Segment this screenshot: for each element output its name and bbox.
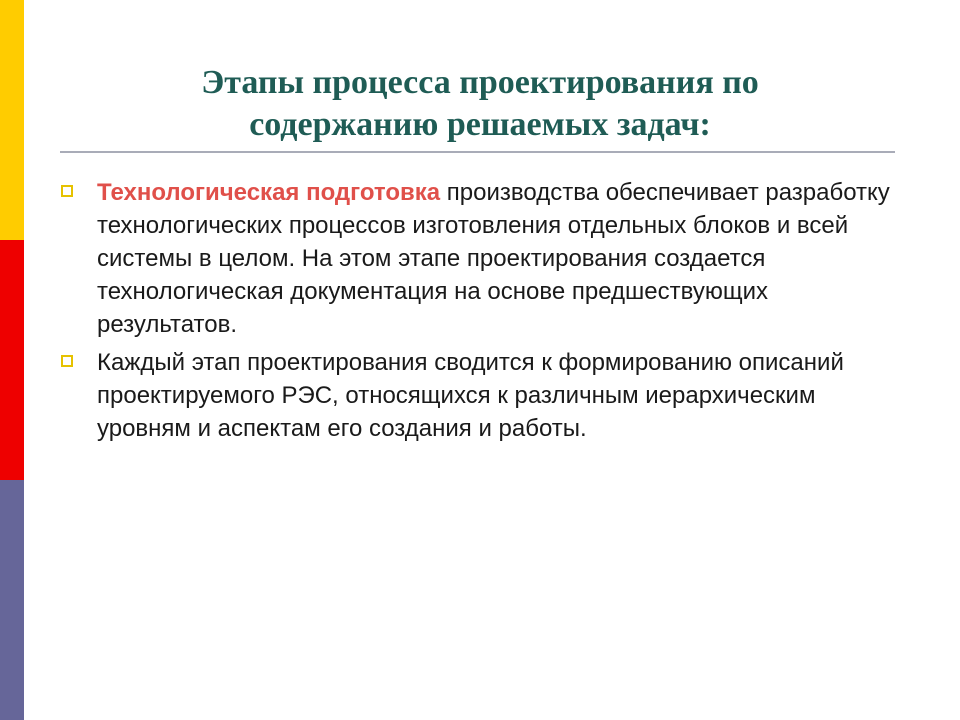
bullet-1-highlight: Технологическая подготовка [97, 179, 441, 206]
bullet-item-1 [60, 176, 910, 341]
side-color-bar [0, 0, 24, 720]
slide-title-line-1: Этапы процесса проектирования по [201, 64, 759, 101]
square-bullet-icon [61, 185, 73, 197]
slide-content [60, 176, 910, 450]
square-bullet-icon [61, 355, 73, 367]
bullet-item-2 [60, 346, 910, 445]
slide-title [60, 62, 900, 146]
side-bar-blue [0, 480, 24, 720]
bullet-2-text: Каждый этап проектирования сводится к формированию описаний проектируемого РЭС, относящихся к различным иерархическим уровням и аспектам его создания и работы. [97, 349, 844, 442]
slide-title-line-2: содержанию решаемых задач: [249, 106, 711, 143]
side-bar-yellow [0, 0, 24, 240]
title-divider [60, 151, 895, 153]
side-bar-red [0, 240, 24, 480]
bullet-1-text: производства обеспечивает разработку технологических процессов изготовления отдельных блоков и всей системы в целом. На этом этапе проектирования создается технологическая документация на основе предшествующих результатов. [97, 179, 890, 338]
